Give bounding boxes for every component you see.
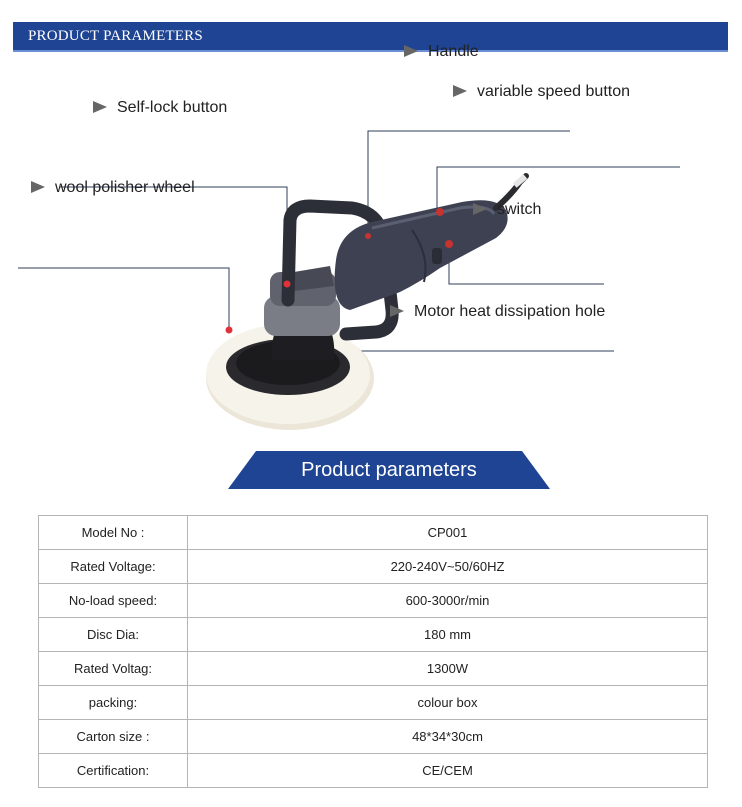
table-row <box>39 720 708 754</box>
callout-self-lock <box>93 99 227 117</box>
param-value: 48*34*30cm <box>188 720 708 754</box>
param-label: Certification: <box>39 754 188 788</box>
callout-variable-speed-label: variable speed button <box>477 83 630 100</box>
param-value: CE/CEM <box>188 754 708 788</box>
callout-handle <box>404 43 479 61</box>
table-row <box>39 550 708 584</box>
param-value: CP001 <box>188 516 708 550</box>
arrow-icon <box>453 85 467 97</box>
callout-motor-heat-label: Motor heat dissipation hole <box>414 303 606 320</box>
param-value: 1300W <box>188 652 708 686</box>
callout-switch-label: switch <box>497 201 542 218</box>
param-label: Rated Voltage: <box>39 550 188 584</box>
param-value: colour box <box>188 686 708 720</box>
table-row <box>39 516 708 550</box>
table-row <box>39 652 708 686</box>
arrow-icon <box>404 45 418 57</box>
table-row <box>39 686 708 720</box>
param-value: 180 mm <box>188 618 708 652</box>
table-row <box>39 618 708 652</box>
callout-wool-wheel <box>31 179 195 197</box>
param-label: Model No : <box>39 516 188 550</box>
arrow-icon <box>390 305 404 317</box>
callout-self-lock-label: Self-lock button <box>117 99 228 116</box>
self-lock-leader <box>60 187 287 284</box>
param-value: 600-3000r/min <box>188 584 708 618</box>
switch-leader <box>449 248 604 284</box>
wool-wheel-leader <box>18 268 229 328</box>
callout-handle-label: Handle <box>428 43 479 60</box>
param-label: packing: <box>39 686 188 720</box>
gear-head <box>264 266 340 360</box>
arrow-icon <box>31 181 45 193</box>
callout-wool-wheel-label: wool polisher wheel <box>55 179 195 196</box>
arrow-icon <box>473 203 487 215</box>
section-header <box>13 22 728 52</box>
param-label: Rated Voltag: <box>39 652 188 686</box>
callout-motor-heat <box>390 303 605 321</box>
param-label: Disc Dia: <box>39 618 188 652</box>
section-header-title: PRODUCT PARAMETERS <box>28 28 203 44</box>
parameters-table <box>38 515 708 788</box>
callout-switch <box>473 201 541 219</box>
table-row <box>39 584 708 618</box>
callout-variable-speed <box>453 83 630 101</box>
param-label: Carton size : <box>39 720 188 754</box>
parameters-banner <box>228 451 550 489</box>
param-label: No-load speed: <box>39 584 188 618</box>
product-diagram <box>0 60 742 450</box>
arrow-icon <box>93 101 107 113</box>
param-value: 220-240V~50/60HZ <box>188 550 708 584</box>
parameters-banner-title: Product parameters <box>301 459 477 481</box>
table-row <box>39 754 708 788</box>
